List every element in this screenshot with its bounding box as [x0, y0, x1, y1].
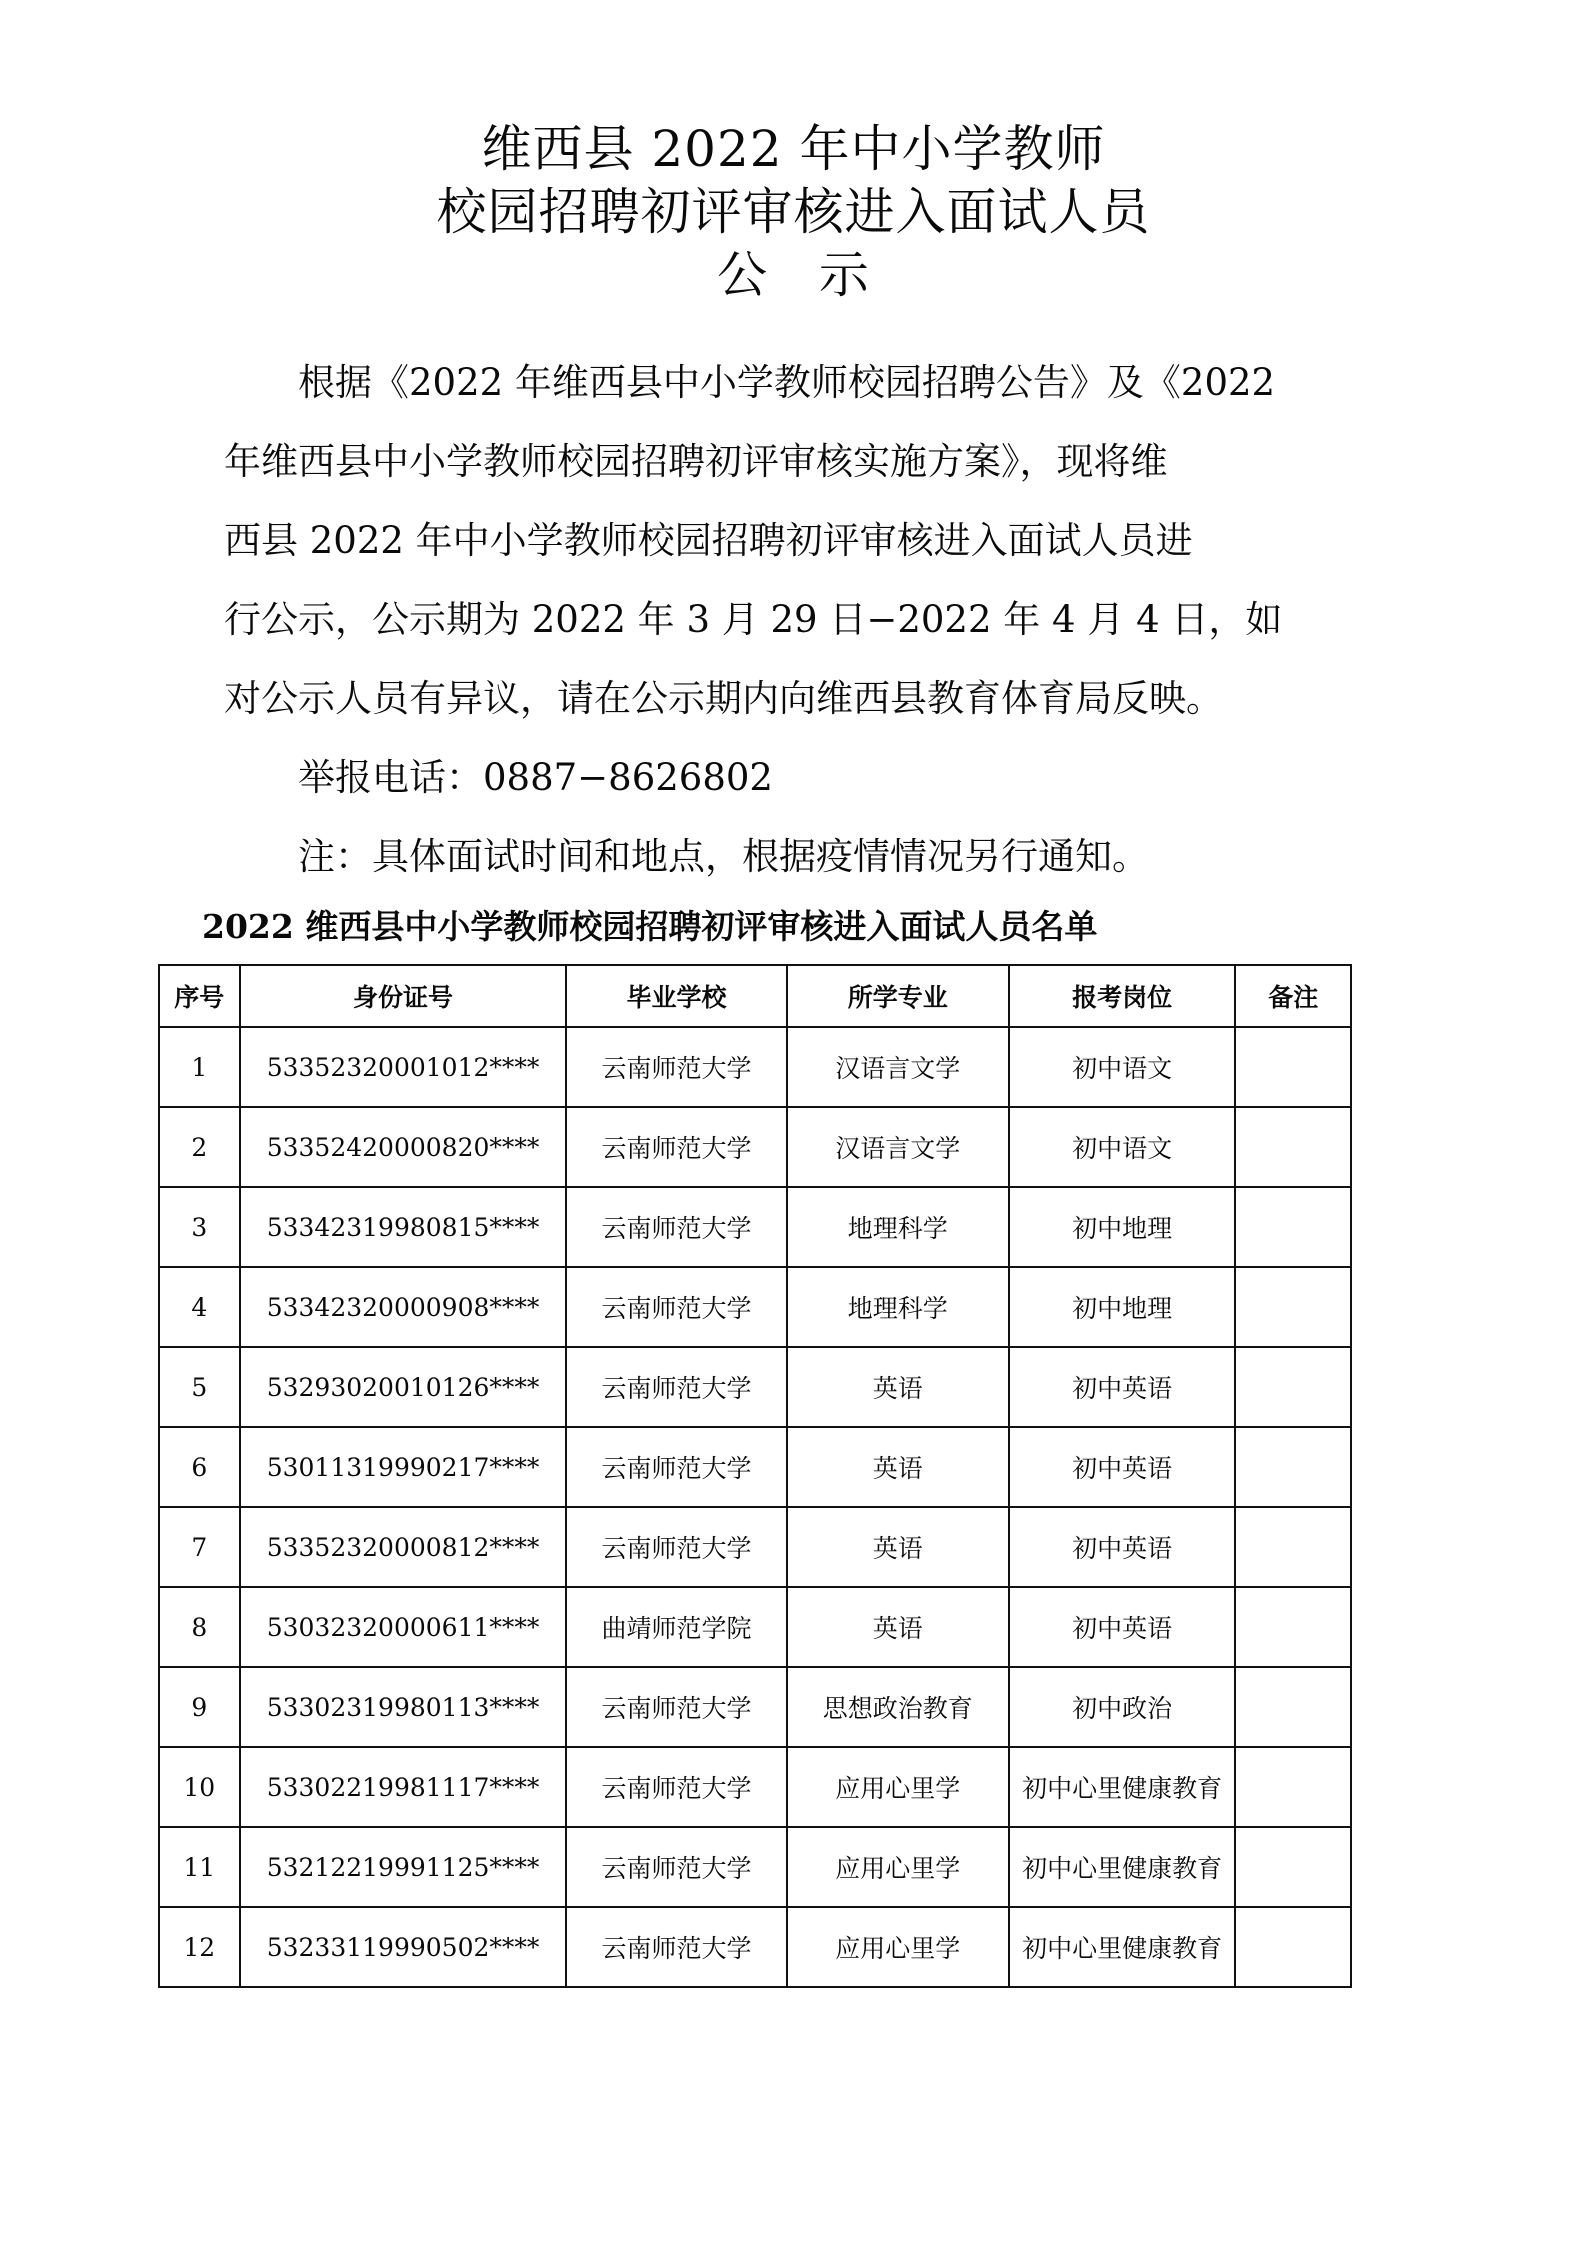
column-header-major: 所学专业 — [787, 965, 1009, 1027]
column-header-note: 备注 — [1235, 965, 1351, 1027]
cell-id-number: 53342320000908**** — [240, 1267, 567, 1347]
cell-id-number: 53342319980815**** — [240, 1187, 567, 1267]
cell-major: 汉语言文学 — [787, 1027, 1009, 1107]
cell-post: 初中地理 — [1009, 1187, 1236, 1267]
cell-index: 1 — [159, 1027, 240, 1107]
cell-major: 地理科学 — [787, 1267, 1009, 1347]
cell-note — [1235, 1907, 1351, 1987]
page-title — [150, 118, 1437, 307]
table-caption: 2022 维西县中小学教师校园招聘初评审核进入面试人员名单 — [202, 907, 1098, 946]
cell-note — [1235, 1507, 1351, 1587]
cell-post: 初中心里健康教育 — [1009, 1907, 1236, 1987]
cell-id-number: 53233119990502**** — [240, 1907, 567, 1987]
cell-index: 6 — [159, 1427, 240, 1507]
cell-index: 2 — [159, 1107, 240, 1187]
table-body — [159, 1027, 1351, 1987]
notice-body-line-2: 年维西县中小学教师校园招聘初评审核实施方案》，现将维 — [224, 440, 1168, 483]
cell-index: 10 — [159, 1747, 240, 1827]
table-row — [159, 1347, 1351, 1427]
cell-post: 初中英语 — [1009, 1347, 1236, 1427]
notice-paragraph — [150, 343, 1437, 738]
cell-school: 曲靖师范学院 — [566, 1587, 786, 1667]
cell-school: 云南师范大学 — [566, 1827, 786, 1907]
cell-note — [1235, 1347, 1351, 1427]
cell-major: 汉语言文学 — [787, 1107, 1009, 1187]
cell-major: 英语 — [787, 1427, 1009, 1507]
cell-major: 应用心里学 — [787, 1907, 1009, 1987]
notice-body-line-3: 西县 2022 年中小学教师校园招聘初评审核进入面试人员进 — [224, 519, 1193, 562]
title-line-2: 校园招聘初评审核进入面试人员 — [436, 183, 1151, 241]
candidate-list-table — [158, 964, 1352, 1988]
notice-body-line-5: 对公示人员有异议，请在公示期内向维西县教育体育局反映。 — [224, 677, 1223, 720]
cell-note — [1235, 1427, 1351, 1507]
cell-school: 云南师范大学 — [566, 1267, 786, 1347]
cell-major: 英语 — [787, 1587, 1009, 1667]
column-header-index: 序号 — [159, 965, 240, 1027]
cell-note — [1235, 1827, 1351, 1907]
table-row — [159, 1427, 1351, 1507]
cell-id-number: 53293020010126**** — [240, 1347, 567, 1427]
cell-note — [1235, 1027, 1351, 1107]
cell-school: 云南师范大学 — [566, 1347, 786, 1427]
hotline-paragraph — [150, 738, 1437, 817]
cell-post: 初中地理 — [1009, 1267, 1236, 1347]
table-head — [159, 965, 1351, 1027]
cell-school: 云南师范大学 — [566, 1507, 786, 1587]
report-hotline: 举报电话：0887−8626802 — [298, 756, 773, 799]
cell-id-number: 53212219991125**** — [240, 1827, 567, 1907]
notice-body-line-4: 行公示，公示期为 2022 年 3 月 29 日−2022 年 4 月 4 日，如 — [224, 598, 1283, 641]
table-row — [159, 1267, 1351, 1347]
cell-school: 云南师范大学 — [566, 1187, 786, 1267]
candidate-list-table-wrapper — [150, 964, 1437, 1988]
cell-note — [1235, 1747, 1351, 1827]
cell-id-number: 53011319990217**** — [240, 1427, 567, 1507]
cell-note — [1235, 1587, 1351, 1667]
table-row — [159, 1747, 1351, 1827]
cell-post: 初中语文 — [1009, 1027, 1236, 1107]
cell-school: 云南师范大学 — [566, 1107, 786, 1187]
cell-school: 云南师范大学 — [566, 1427, 786, 1507]
note-paragraph — [150, 817, 1437, 896]
table-row — [159, 1907, 1351, 1987]
cell-post: 初中英语 — [1009, 1587, 1236, 1667]
column-header-post: 报考岗位 — [1009, 965, 1236, 1027]
cell-index: 12 — [159, 1907, 240, 1987]
table-row — [159, 1667, 1351, 1747]
cell-note — [1235, 1107, 1351, 1187]
cell-id-number: 53352420000820**** — [240, 1107, 567, 1187]
cell-index: 4 — [159, 1267, 240, 1347]
table-row — [159, 1507, 1351, 1587]
cell-school: 云南师范大学 — [566, 1907, 786, 1987]
cell-index: 8 — [159, 1587, 240, 1667]
cell-major: 思想政治教育 — [787, 1667, 1009, 1747]
cell-major: 英语 — [787, 1347, 1009, 1427]
cell-note — [1235, 1667, 1351, 1747]
cell-post: 初中心里健康教育 — [1009, 1747, 1236, 1827]
table-row — [159, 1107, 1351, 1187]
table-row — [159, 1587, 1351, 1667]
cell-id-number: 53352320001012**** — [240, 1027, 567, 1107]
cell-note — [1235, 1267, 1351, 1347]
cell-major: 英语 — [787, 1507, 1009, 1587]
cell-school: 云南师范大学 — [566, 1667, 786, 1747]
column-header-id: 身份证号 — [240, 965, 567, 1027]
table-row — [159, 1827, 1351, 1907]
cell-post: 初中政治 — [1009, 1667, 1236, 1747]
notice-body — [150, 343, 1437, 896]
cell-major: 地理科学 — [787, 1187, 1009, 1267]
cell-id-number: 53302219981117**** — [240, 1747, 567, 1827]
cell-post: 初中语文 — [1009, 1107, 1236, 1187]
cell-post: 初中英语 — [1009, 1507, 1236, 1587]
table-row — [159, 1027, 1351, 1107]
column-header-school: 毕业学校 — [566, 965, 786, 1027]
cell-school: 云南师范大学 — [566, 1747, 786, 1827]
interview-note: 注：具体面试时间和地点，根据疫情情况另行通知。 — [298, 835, 1149, 878]
cell-major: 应用心里学 — [787, 1747, 1009, 1827]
title-line-3: 公 示 — [717, 246, 870, 304]
title-spacer — [150, 307, 1437, 321]
cell-index: 9 — [159, 1667, 240, 1747]
cell-id-number: 53032320000611**** — [240, 1587, 567, 1667]
cell-school: 云南师范大学 — [566, 1027, 786, 1107]
cell-index: 3 — [159, 1187, 240, 1267]
cell-post: 初中心里健康教育 — [1009, 1827, 1236, 1907]
notice-body-line-1: 根据《2022 年维西县中小学教师校园招聘公告》及《2022 — [298, 361, 1276, 404]
table-header-row — [159, 965, 1351, 1027]
table-row — [159, 1187, 1351, 1267]
cell-id-number: 53352320000812**** — [240, 1507, 567, 1587]
cell-index: 5 — [159, 1347, 240, 1427]
cell-note — [1235, 1187, 1351, 1267]
cell-index: 7 — [159, 1507, 240, 1587]
cell-post: 初中英语 — [1009, 1427, 1236, 1507]
title-line-1: 维西县 2022 年中小学教师 — [481, 120, 1106, 178]
cell-id-number: 53302319980113**** — [240, 1667, 567, 1747]
cell-major: 应用心里学 — [787, 1827, 1009, 1907]
cell-index: 11 — [159, 1827, 240, 1907]
